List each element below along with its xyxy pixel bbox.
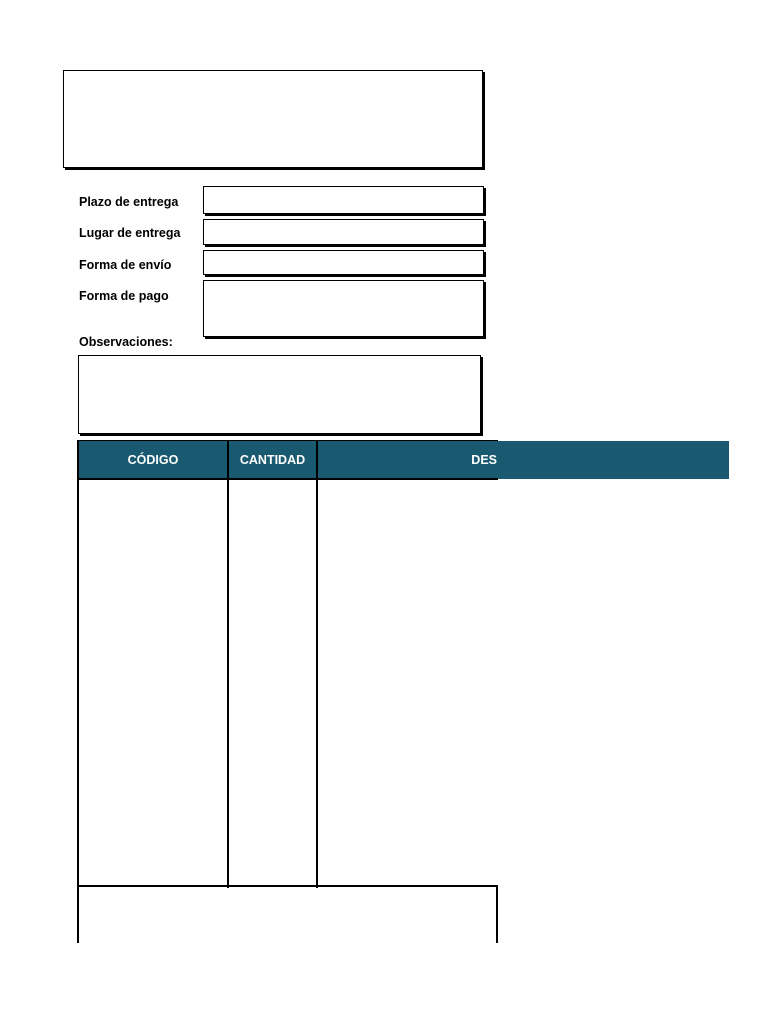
table-header-bottom-line xyxy=(77,478,498,480)
column-header-descripcion: DES xyxy=(471,453,497,467)
column-header-cantidad: CANTIDAD xyxy=(239,453,306,467)
forma-pago-field[interactable] xyxy=(203,280,484,337)
table-header-top-line xyxy=(77,440,498,441)
table-footer-top-line xyxy=(77,885,498,887)
observaciones-label: Observaciones: xyxy=(79,335,173,349)
header-info-box xyxy=(63,70,483,168)
forma-envio-label: Forma de envío xyxy=(79,258,172,272)
plazo-entrega-field[interactable] xyxy=(203,186,484,214)
lugar-entrega-label: Lugar de entrega xyxy=(79,226,181,240)
table-left-border xyxy=(77,441,79,943)
column-divider-cantidad xyxy=(316,441,318,888)
forma-envio-field[interactable] xyxy=(203,250,484,275)
column-header-codigo: CÓDIGO xyxy=(127,453,179,467)
table-right-border-footer xyxy=(496,885,498,943)
forma-pago-label: Forma de pago xyxy=(79,289,169,303)
lugar-entrega-field[interactable] xyxy=(203,219,484,245)
plazo-entrega-label: Plazo de entrega xyxy=(79,195,179,209)
observaciones-field[interactable] xyxy=(78,355,481,434)
column-divider-codigo xyxy=(227,441,229,888)
